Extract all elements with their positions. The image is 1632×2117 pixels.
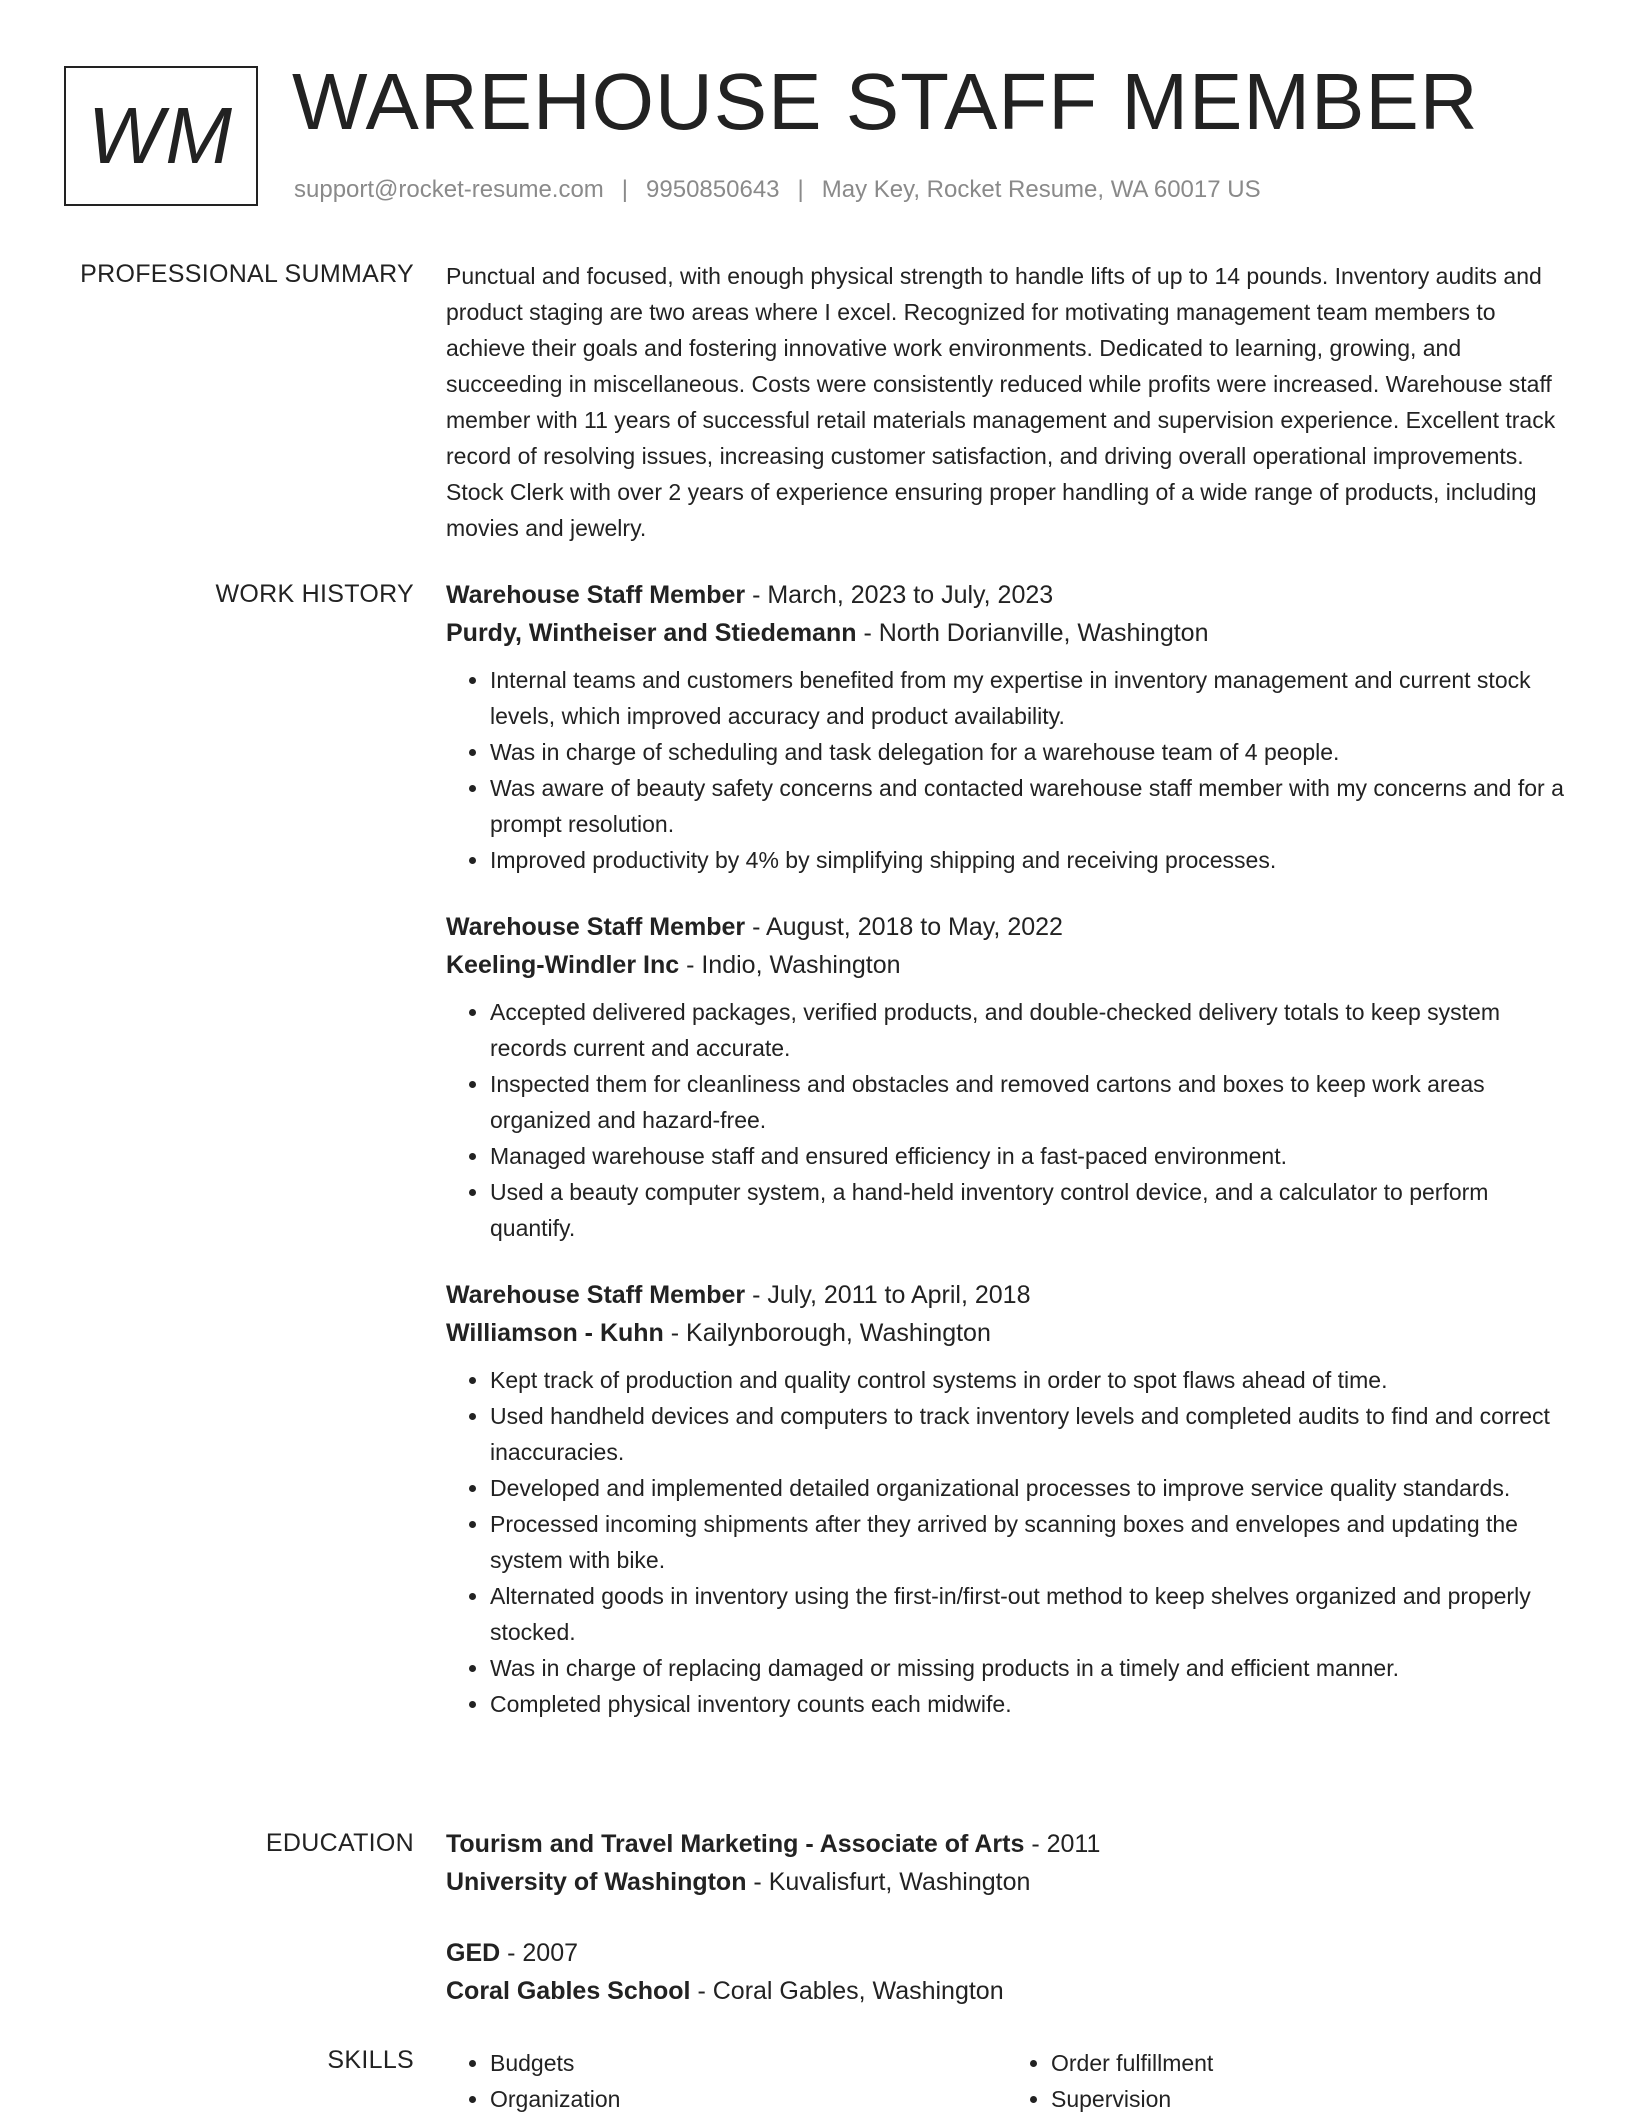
work-history-body (446, 576, 1568, 1752)
skill-item: • Order fulfillment (1051, 2045, 1568, 2081)
contact-email[interactable]: support@rocket-resume.com (294, 176, 604, 203)
job-dates: - August, 2018 to May, 2022 (745, 913, 1063, 941)
section-heading-skills: SKILLS (327, 2046, 414, 2074)
education-degree-line (446, 1934, 1568, 1972)
job-company: Keeling-Windler Inc (446, 951, 680, 979)
skills-columns (446, 2045, 1568, 2117)
job-bullets (446, 662, 1568, 878)
job-dates: - March, 2023 to July, 2023 (745, 581, 1054, 609)
skills-list-left (446, 2045, 1007, 2117)
job-company: Williamson - Kuhn (446, 1319, 664, 1347)
skills-list-right (1007, 2045, 1568, 2117)
job-title: Warehouse Staff Member (446, 1281, 746, 1309)
education-degree: Tourism and Travel Marketing - Associate of Arts (446, 1830, 1025, 1858)
job-bullet: • Kept track of production and quality control systems in order to spot flaws ahead of time. (490, 1362, 1568, 1398)
job-title-line (446, 576, 1568, 614)
job-bullet: • Used a beauty computer system, a hand-held inventory control device, and a calculator to perform quantify. (490, 1174, 1568, 1246)
section-heading-education: EDUCATION (265, 1829, 414, 1857)
job-bullets (446, 994, 1568, 1246)
section-heading-summary: PROFESSIONAL SUMMARY (80, 260, 414, 288)
education-entry (446, 1934, 1568, 2010)
job-entry (446, 576, 1568, 878)
skill-item: • Organization (490, 2081, 1007, 2117)
summary-text: Punctual and focused, with enough physical strength to handle lifts of up to 14 pounds. Inventory audits and product staging are two areas where I excel. Recognized for motivating management team members to achieve their goals and fostering innovative work environments. Dedicated to learning, growing, and succeeding in miscellaneous. Costs were consistently reduced while profits were increased. Warehouse staff member with 11 years of successful retail materials management and supervision experience. Excellent track record of resolving issues, increasing customer satisfaction, and driving overall operational improvements. Stock Clerk with over 2 years of experience ensuring proper handling of a wide range of products, including movies and jewelry. (446, 263, 1556, 541)
education-body (446, 1825, 1568, 2043)
job-bullet: • Improved productivity by 4% by simplifying shipping and receiving processes. (490, 842, 1568, 878)
job-entry (446, 1276, 1568, 1722)
job-location: - North Dorianville, Washington (856, 619, 1209, 647)
contact-phone[interactable]: 9950850643 (646, 176, 780, 203)
job-dates: - July, 2011 to April, 2018 (745, 1281, 1031, 1309)
job-company-line (446, 1314, 1568, 1352)
skills-body (446, 2045, 1568, 2117)
job-company: Purdy, Wintheiser and Stiedemann (446, 619, 857, 647)
summary-body (446, 258, 1568, 546)
job-company-line (446, 614, 1568, 652)
job-bullet: • Processed incoming shipments after they arrived by scanning boxes and envelopes and updating the system with bike. (490, 1506, 1568, 1578)
education-school: University of Washington (446, 1868, 747, 1896)
job-title: Warehouse Staff Member (446, 581, 746, 609)
skill-item: • Budgets (490, 2045, 1007, 2081)
education-location: - Kuvalisfurt, Washington (746, 1868, 1031, 1896)
monogram-initials: WM (87, 91, 235, 180)
job-location: - Kailynborough, Washington (663, 1319, 991, 1347)
job-bullets (446, 1362, 1568, 1722)
job-bullet: • Used handheld devices and computers to track inventory levels and completed audits to find and correct inaccuracies. (490, 1398, 1568, 1470)
education-school: Coral Gables School (446, 1977, 691, 2005)
job-bullet: • Inspected them for cleanliness and obstacles and removed cartons and boxes to keep work areas organized and hazard-free. (490, 1066, 1568, 1138)
job-title-line (446, 1276, 1568, 1314)
education-year: - 2011 (1024, 1830, 1101, 1858)
job-bullet: • Was in charge of replacing damaged or missing products in a timely and efficient manner. (490, 1650, 1568, 1686)
contact-separator: | (797, 176, 804, 203)
job-bullet: • Internal teams and customers benefited from my expertise in inventory management and current stock levels, which improved accuracy and product availability. (490, 662, 1568, 734)
education-school-line (446, 1863, 1568, 1901)
education-degree: GED (446, 1939, 501, 1967)
job-bullet: • Alternated goods in inventory using the first-in/first-out method to keep shelves organized and properly stocked. (490, 1578, 1568, 1650)
education-location: - Coral Gables, Washington (690, 1977, 1004, 2005)
monogram-box (64, 66, 258, 206)
job-bullet: • Accepted delivered packages, verified products, and double-checked delivery totals to keep system records current and accurate. (490, 994, 1568, 1066)
skill-item: • Supervision (1051, 2081, 1568, 2117)
job-bullet: • Managed warehouse staff and ensured efficiency in a fast-paced environment. (490, 1138, 1568, 1174)
contact-separator: | (621, 176, 629, 203)
job-bullet: • Was aware of beauty safety concerns and contacted warehouse staff member with my concerns and for a prompt resolution. (490, 770, 1568, 842)
job-title: Warehouse Staff Member (446, 913, 746, 941)
section-heading-work-history: WORK HISTORY (215, 580, 414, 608)
education-entry (446, 1825, 1568, 1901)
job-title-line (446, 908, 1568, 946)
contact-address: May Key, Rocket Resume, WA 60017 US (821, 176, 1261, 203)
job-location: - Indio, Washington (679, 951, 901, 979)
candidate-name: WAREHOUSE STAFF MEMBER (292, 57, 1479, 146)
job-bullet: • Completed physical inventory counts each midwife. (490, 1686, 1568, 1722)
job-entry (446, 908, 1568, 1246)
job-bullet: • Was in charge of scheduling and task delegation for a warehouse team of 4 people. (490, 734, 1568, 770)
education-degree-line (446, 1825, 1568, 1863)
contact-line (294, 176, 1261, 204)
education-school-line (446, 1972, 1568, 2010)
job-bullet: • Developed and implemented detailed organizational processes to improve service quality standards. (490, 1470, 1568, 1506)
education-year: - 2007 (500, 1939, 579, 1967)
job-company-line (446, 946, 1568, 984)
